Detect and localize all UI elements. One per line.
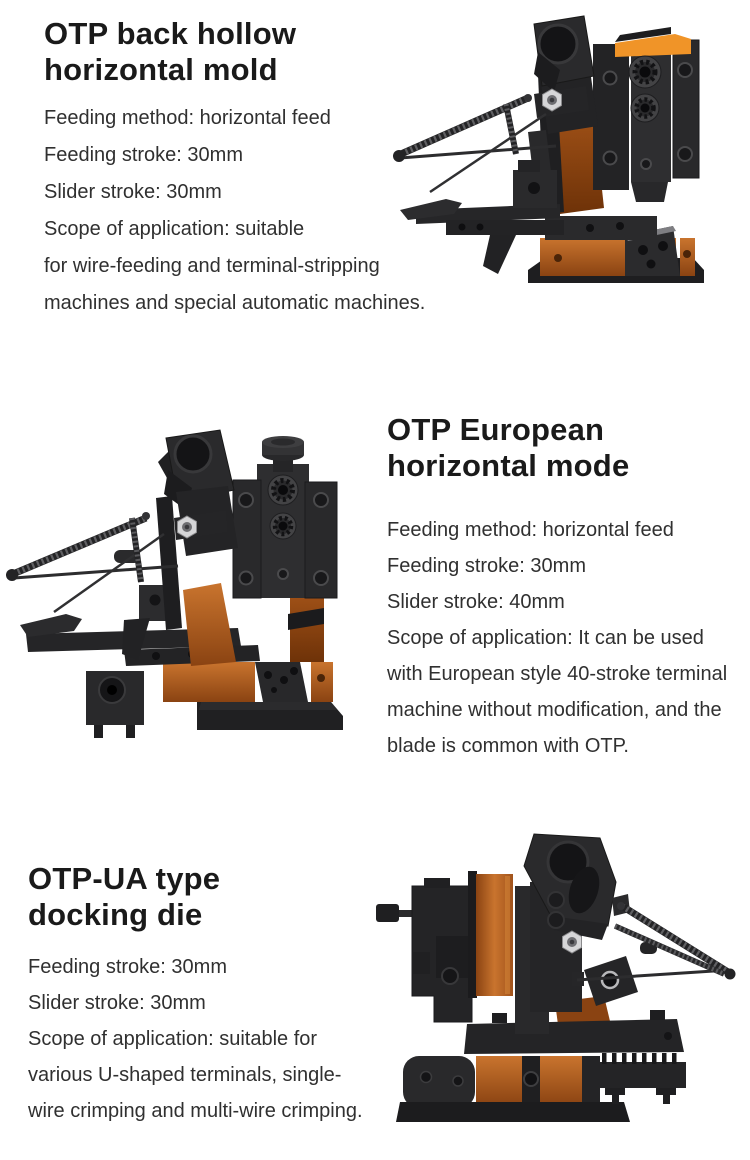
- machine-illustration-1: [388, 12, 706, 302]
- machine-illustration-2: [6, 428, 350, 740]
- spec-line: Feeding method: horizontal feed: [44, 107, 331, 129]
- product-title-line: OTP back hollow: [44, 16, 297, 51]
- spec-line: Scope of application: suitable: [44, 218, 305, 240]
- spec-line: Feeding stroke: 30mm: [44, 144, 243, 166]
- spec-line: Scope of application: It can be used: [387, 627, 704, 649]
- spec-line: with European style 40-stroke terminal: [387, 663, 728, 685]
- spec-line: various U-shaped terminals, single-: [28, 1064, 342, 1086]
- spec-line: blade is common with OTP.: [387, 735, 629, 757]
- spec-line: for wire-feeding and terminal-stripping: [44, 255, 380, 277]
- product-title: [28, 861, 220, 933]
- spec-line: machine without modification, and the: [387, 699, 722, 721]
- machine-illustration-3: [372, 824, 738, 1126]
- spec-line: Slider stroke: 40mm: [387, 591, 565, 613]
- spec-line: Feeding method: horizontal feed: [387, 519, 674, 541]
- product-title-line: OTP European: [387, 412, 605, 447]
- spec-line: Scope of application: suitable for: [28, 1028, 318, 1050]
- spec-line: Slider stroke: 30mm: [44, 181, 222, 203]
- product-title: [44, 16, 296, 88]
- machine-clamp: [598, 1053, 686, 1104]
- product-title: [387, 412, 629, 484]
- product-title-line: OTP-UA type: [28, 861, 221, 896]
- product-photo-otp-european: [6, 428, 350, 740]
- machine-base: [163, 662, 343, 730]
- spec-line: Feeding stroke: 30mm: [387, 555, 586, 577]
- spec-line: Feeding stroke: 30mm: [28, 956, 227, 978]
- product-title-line: docking die: [28, 897, 203, 932]
- spec-line: machines and special automatic machines.: [44, 292, 426, 314]
- product-photo-otp-ua: [372, 824, 738, 1126]
- product-specs: [28, 949, 363, 1129]
- product-photo-otp-back-hollow: [388, 12, 706, 302]
- spec-line: Slider stroke: 30mm: [28, 992, 206, 1014]
- spec-line: wire crimping and multi-wire crimping.: [28, 1100, 363, 1122]
- product-title-line: horizontal mold: [44, 52, 278, 87]
- product-specs: [44, 100, 425, 322]
- product-title-line: horizontal mode: [387, 448, 630, 483]
- product-specs: [387, 512, 727, 764]
